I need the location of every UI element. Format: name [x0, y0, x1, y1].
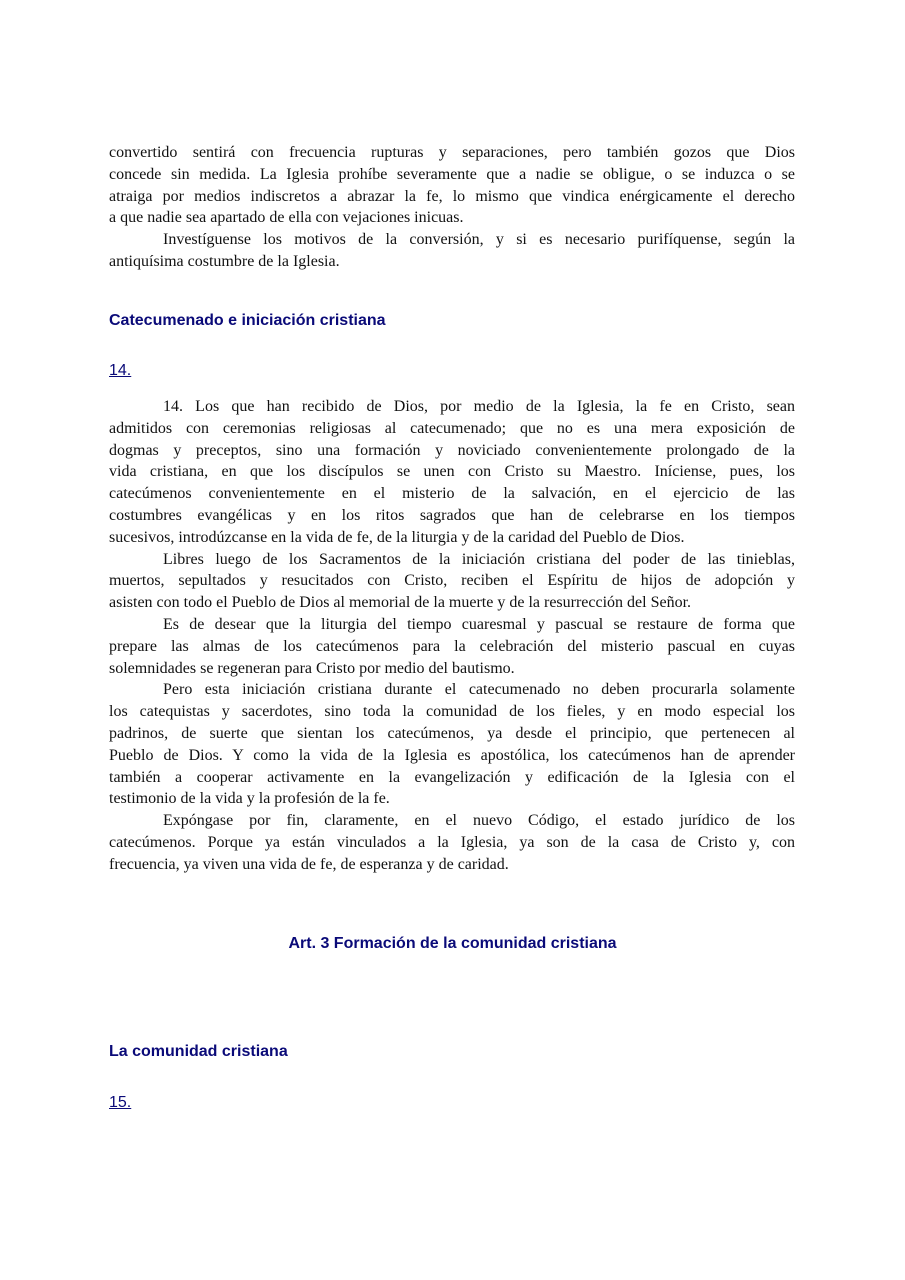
- text-line: catecúmenos. Porque ya están vinculados a la Iglesia, ya son de la casa de Cristo y, con: [109, 833, 795, 851]
- text-line: Pueblo de Dios. Y como la vida de la Iglesia es apostólica, los catecúmenos han de aprender: [109, 746, 795, 764]
- paragraph-link-14[interactable]: 14.: [109, 362, 132, 379]
- section-heading-catecumenado: Catecumenado e iniciación cristiana: [109, 312, 386, 329]
- text-line: vida cristiana, en que los discípulos se unen con Cristo su Maestro. Iníciense, pues, los: [109, 463, 795, 481]
- text-line: Expóngase por fin, claramente, en el nuevo Código, el estado jurídico de los: [163, 812, 795, 830]
- text-line: catecúmenos convenientemente en el misterio de la salvación, en el ejercicio de las: [109, 485, 795, 503]
- text-line: costumbres evangélicas y en los ritos sagrados que han de celebrarse en los tiempos: [109, 506, 795, 524]
- article-heading: Art. 3 Formación de la comunidad cristiana: [288, 935, 617, 952]
- text-line: concede sin medida. La Iglesia prohíbe severamente que a nadie se obligue, o se induzca o se: [109, 165, 795, 183]
- text-line: muertos, sepultados y resucitados con Cristo, reciben el Espíritu de hijos de adopción y: [109, 572, 795, 590]
- paragraph-link-15[interactable]: 15.: [109, 1094, 132, 1111]
- text-line: Pero esta iniciación cristiana durante el catecumenado no deben procurarla solamente: [163, 681, 795, 699]
- text-line: convertido sentirá con frecuencia rupturas y separaciones, pero también gozos que Dios: [109, 144, 795, 161]
- text-line: padrinos, de suerte que sientan los catecúmenos, ya desde el principio, que pertenecen al: [109, 724, 795, 742]
- text-line: también a cooperar activamente en la evangelización y edificación de la Iglesia con el: [109, 768, 795, 786]
- intro-text: [109, 142, 795, 273]
- text-line: testimonio de la vida y la profesión de la fe.: [109, 790, 390, 808]
- text-line: Es de desear que la liturgia del tiempo cuaresmal y pascual se restaure de forma que: [163, 615, 795, 633]
- text-line: los catequistas y sacerdotes, sino toda la comunidad de los fieles, y en modo especial los: [109, 703, 795, 721]
- text-line: asisten con todo el Pueblo de Dios al memorial de la muerte y de la resurrección del Señor.: [109, 594, 692, 612]
- text-line: dogmas y preceptos, sino una formación y noviciado convenientemente prolongado de la: [109, 441, 795, 459]
- text-line: admitidos con ceremonias religiosas al catecumenado; que no es una mera exposición de: [109, 419, 795, 437]
- section-14-body: [109, 396, 795, 876]
- text-line: prepare las almas de los catecúmenos para la celebración del misterio pascual en cuyas: [109, 637, 795, 655]
- text-line: solemnidades se regeneran para Cristo por medio del bautismo.: [109, 659, 515, 677]
- text-line: antiquísima costumbre de la Iglesia.: [109, 252, 340, 270]
- text-line: frecuencia, ya viven una vida de fe, de esperanza y de caridad.: [109, 855, 509, 873]
- text-line: Libres luego de los Sacramentos de la iniciación cristiana del poder de las tinieblas,: [163, 550, 795, 568]
- text-line: Investíguense los motivos de la conversión, y si es necesario purifíquense, según la: [163, 231, 795, 249]
- section-heading-comunidad: La comunidad cristiana: [109, 1043, 288, 1060]
- text-line: 14. Los que han recibido de Dios, por medio de la Iglesia, la fe en Cristo, sean: [163, 398, 795, 415]
- text-line: a que nadie sea apartado de ella con vejaciones inicuas.: [109, 209, 464, 227]
- text-line: sucesivos, introdúzcanse en la vida de fe, de la liturgia y de la caridad del Pueblo de Dios.: [109, 528, 685, 546]
- text-line: atraiga por medios indiscretos a abrazar la fe, lo mismo que vindica enérgicamente el derecho: [109, 187, 795, 205]
